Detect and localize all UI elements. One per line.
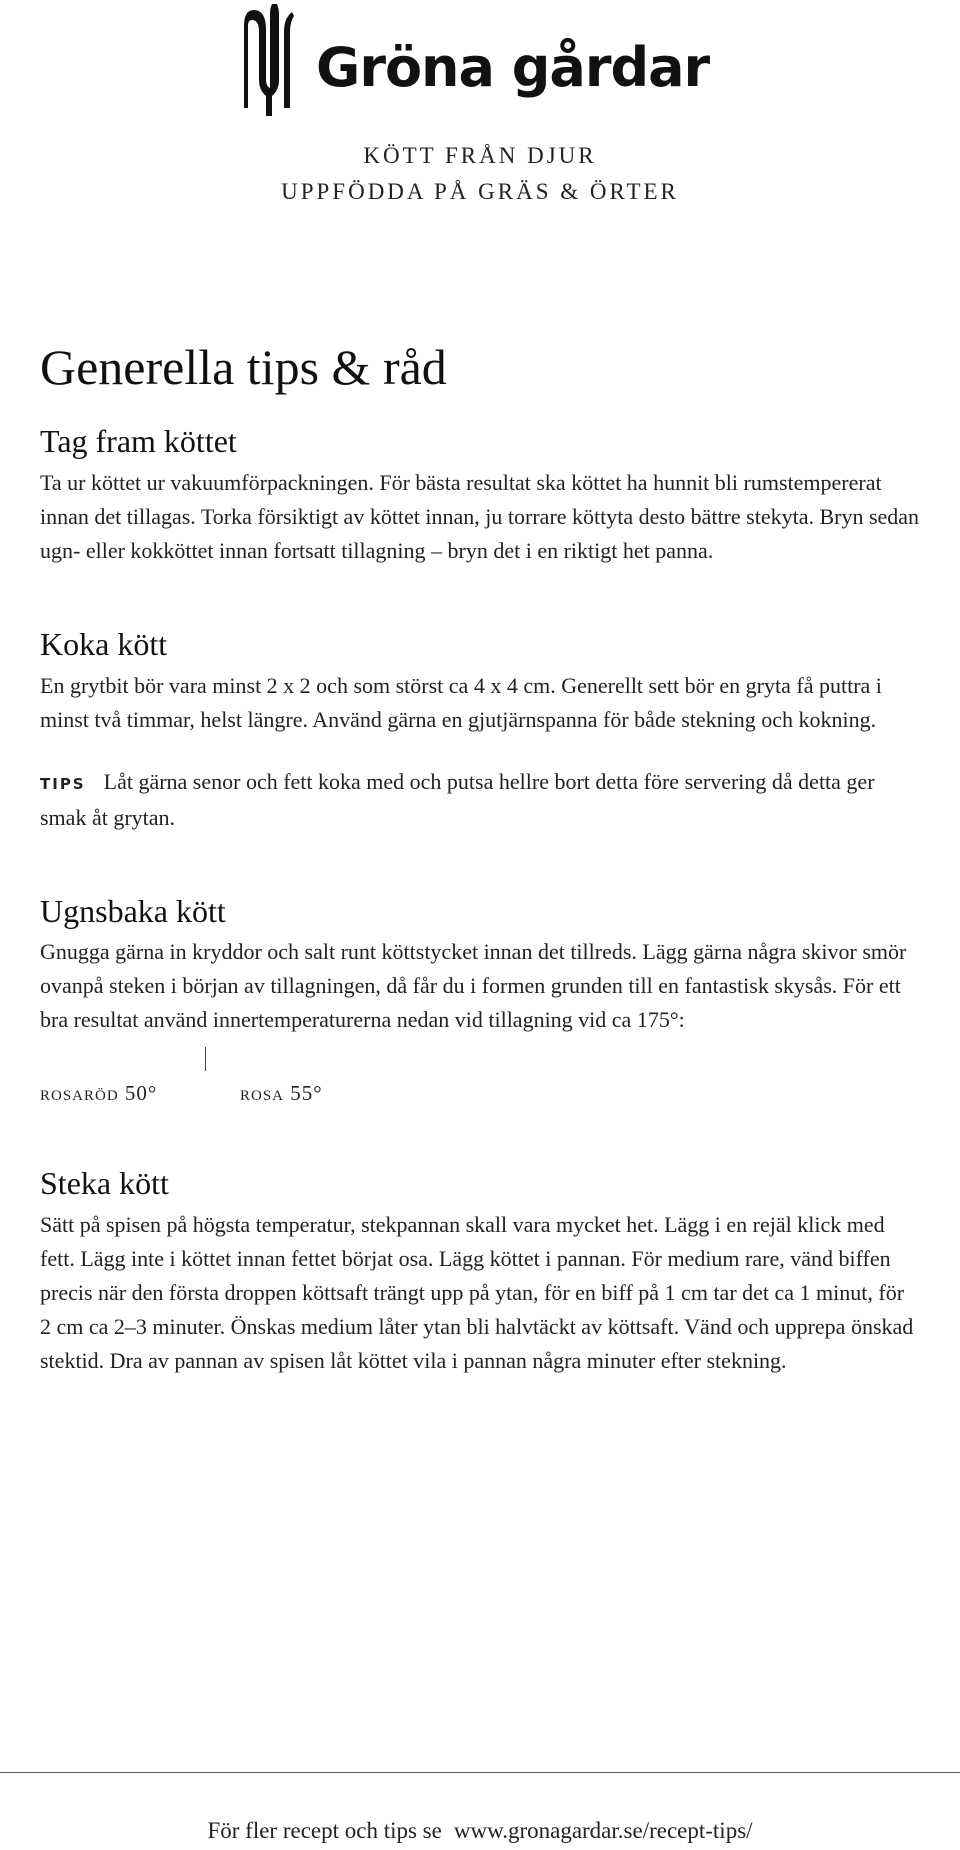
section-heading: Tag fram köttet — [40, 423, 237, 459]
temperature-rosarod: rosaröd 50° — [40, 1081, 158, 1106]
footer-divider — [0, 1772, 960, 1773]
page-title: Generella tips & råd — [40, 339, 447, 395]
section-tag-fram-kottet — [40, 423, 920, 568]
section-body: Gnugga gärna in kryddor och salt runt köttstycket innan det tillreds. Lägg gärna några skivor smör ovanpå steken i början av tillagningen, då får du i formen grunden till en fantastisk skysås. För ett bra resultat använd innertemperaturerna nedan vid tillagning vid ca 175°: — [40, 939, 907, 1033]
brand-tagline — [0, 138, 960, 210]
section-body: En grytbit bör vara minst 2 x 2 och som störst ca 4 x 4 cm. Generellt sett bör en gryta få puttra i minst två timmar, helst längre. Använd gärna en gjutjärnspanna för både stekning och kokning. — [40, 672, 882, 732]
temperature-divider — [205, 1047, 206, 1071]
section-heading: Koka kött — [40, 625, 168, 662]
brand-logo[interactable] — [244, 4, 709, 116]
brand-name: Gröna gårdar — [316, 35, 710, 99]
section-body: Ta ur köttet ur vakuumförpackningen. För bästa resultat ska köttet ha hunnit bli rumstempererat innan det tillagas. Torka försiktigt av köttet innan, ju torrare köttyta desto bättre stekyta. Bryn sedan ugn- eller kokköttet innan fortsatt tillagning – bryn det i en riktigt het panna. — [40, 469, 920, 563]
pitchfork-icon — [244, 4, 302, 116]
tagline-line-1: KÖTT FRÅN DJUR — [363, 143, 597, 168]
section-body: Sätt på spisen på högsta temperatur, stekpannan skall vara mycket het. Lägg i en rejäl klick med fett. Lägg inte i köttet innan fettet börjat osa. Lägg köttet i pannan. För medium rare, vänd biffen precis när den första droppen köttsaft trängt upp på ytan, för en biff på 1 cm tar det ca 1 minut, för 2 cm ca 2–3 minuter. Önskas medium låter ytan bli halvtäckt av köttsaft. Vänd och upprepa önskad stektid. Dra av pannan av spisen låt köttet vila i pannan några minuter efter stekning. — [40, 1212, 914, 1374]
tip-text: Låt gärna senor och fett koka med och putsa hellre bort detta före servering då detta ger smak åt grytan. — [40, 768, 875, 830]
section-ugnsbaka-kott — [40, 893, 920, 1108]
tagline-line-2: UPPFÖDDA PÅ GRÄS & ÖRTER — [281, 179, 679, 204]
page-footer — [0, 1818, 960, 1844]
section-koka-kott — [40, 626, 920, 835]
temperature-rosa: rosa 55° — [240, 1081, 323, 1106]
section-heading: Steka kött — [40, 1165, 169, 1202]
main-content — [40, 340, 920, 1436]
footer-text: För fler recept och tips se — [207, 1818, 442, 1843]
temperature-list — [40, 1047, 920, 1107]
tip-label: TIPS — [40, 774, 86, 793]
section-steka-kott — [40, 1165, 920, 1378]
page-header — [0, 0, 960, 204]
section-heading: Ugnsbaka kött — [40, 892, 226, 929]
tip-paragraph — [40, 765, 920, 835]
footer-link[interactable]: www.gronagardar.se/recept-tips/ — [453, 1818, 753, 1843]
